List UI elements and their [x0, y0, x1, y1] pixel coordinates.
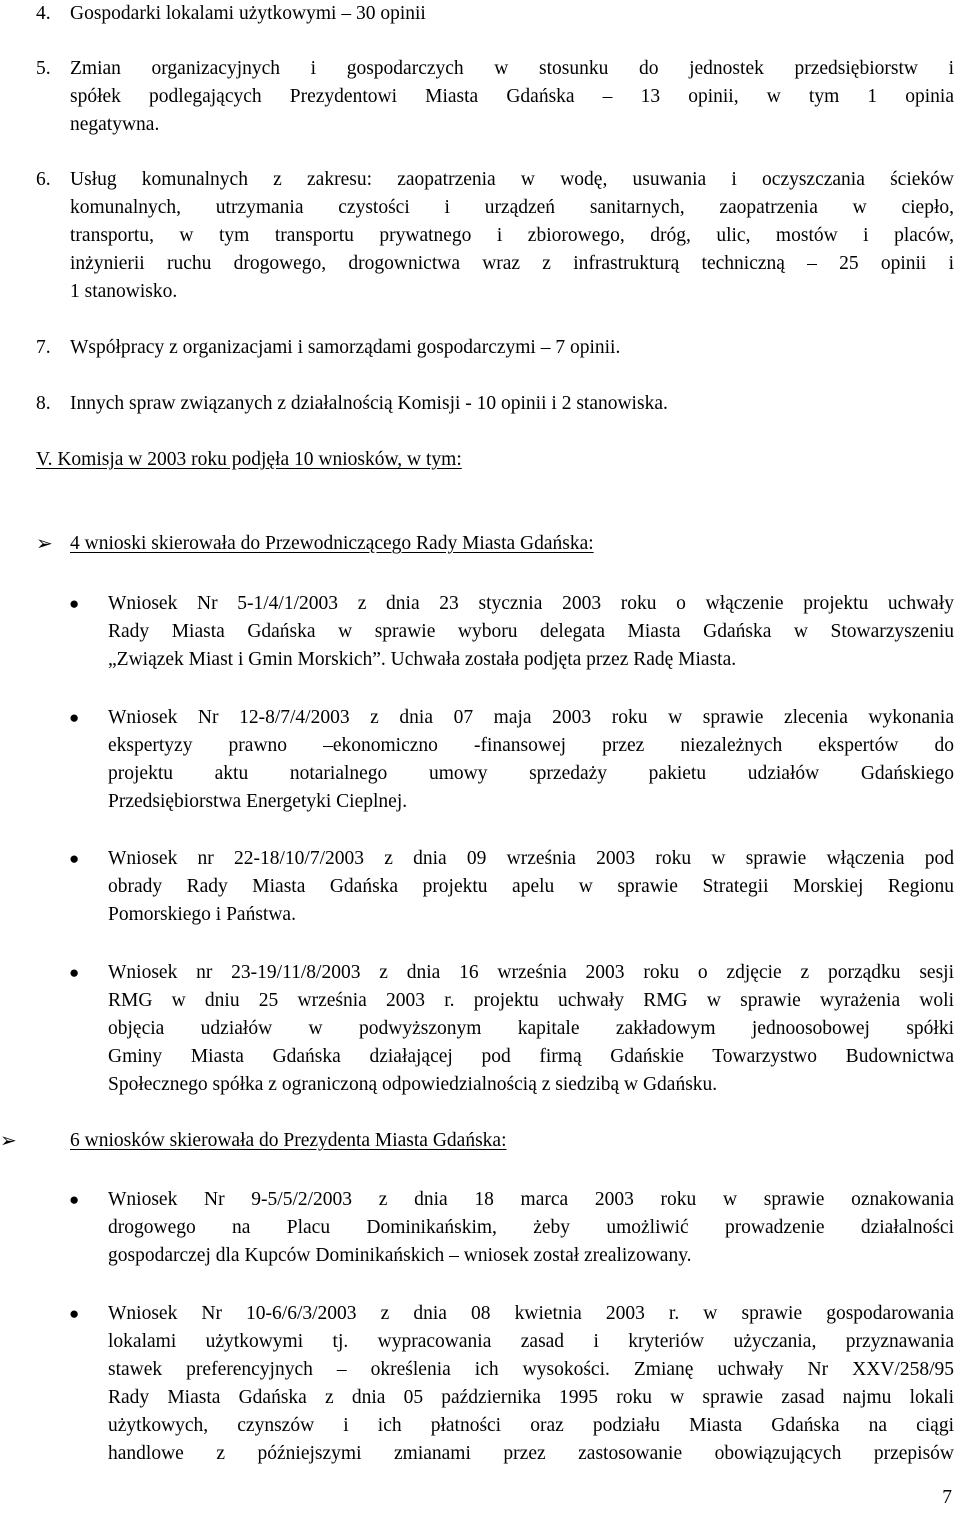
- group-heading-text: [70, 1127, 507, 1155]
- bullet-text-line: RMG w dniu 25 września 2003 r. projektu uchwały RMG w sprawie wyrażenia woli: [108, 990, 954, 1011]
- section-heading: V. Komisja w 2003 roku podjęła 10 wniosków, w tym:: [36, 449, 462, 470]
- bullet-text-line: Wniosek Nr 12-8/7/4/2003 z dnia 07 maja 2003 roku w sprawie zlecenia wykonania: [108, 707, 954, 728]
- item-text-line: 1 stanowisko.: [70, 281, 178, 302]
- item-text-line: komunalnych, utrzymania czystości i urządzeń sanitarnych, zaopatrzenia w ciepło,: [70, 197, 954, 218]
- item-number: 8.: [36, 393, 51, 414]
- bullet-text-line: Rady Miasta Gdańska w sprawie wyboru delegata Miasta Gdańska w Stowarzyszeniu: [108, 621, 954, 642]
- bullet-text-line: Wniosek Nr 5-1/4/1/2003 z dnia 23 stycznia 2003 roku o włączenie projektu uchwały: [108, 593, 954, 614]
- item-text-line: Zmian organizacyjnych i gospodarczych w stosunku do jednostek przedsiębiorstw i: [70, 58, 954, 79]
- page-number: 7: [942, 1487, 952, 1508]
- item-text: Innych spraw związanych z działalnością Komisji - 10 opinii i 2 stanowiska.: [70, 393, 668, 414]
- bullet-text-line: użytkowych, czynszów i ich płatności oraz podziału Miasta Gdańska na ciągi: [108, 1415, 954, 1436]
- bullet-text-line: gospodarczej dla Kupców Dominikańskich – wniosek został zrealizowany.: [108, 1245, 692, 1266]
- bullet-icon: ●: [69, 849, 80, 868]
- item-text: Gospodarki lokalami użytkowymi – 30 opinii: [70, 3, 426, 24]
- arrow-bullet-icon: ➢: [0, 1130, 17, 1152]
- item-number: 6.: [36, 169, 51, 190]
- group-heading-target: Przewodniczącego Rady Miasta Gdańska:: [264, 533, 594, 554]
- bullet-text-line: handlowe z późniejszymi zmianami przez zastosowanie obowiązujących przepisów: [108, 1443, 954, 1464]
- bullet-text-line: Przedsiębiorstwa Energetyki Cieplnej.: [108, 791, 408, 812]
- item-number: 5.: [36, 58, 51, 79]
- item-number: 4.: [36, 3, 51, 24]
- item-text-line: Usług komunalnych z zakresu: zaopatrzenia w wodę, usuwania i oczyszczania ścieków: [70, 169, 954, 190]
- bullet-icon: ●: [69, 708, 80, 727]
- bullet-text-line: stawek preferencyjnych – określenia ich wysokości. Zmianę uchwały Nr XXV/258/95: [108, 1359, 954, 1380]
- bullet-text-line: Gminy Miasta Gdańska działającej pod firmą Gdańskie Towarzystwo Budownictwa: [108, 1046, 954, 1067]
- group-heading-prefix: 4 wnioski skierowała do: [70, 533, 265, 554]
- bullet-text-line: Pomorskiego i Państwa.: [108, 904, 296, 925]
- bullet-icon: ●: [69, 1304, 80, 1323]
- item-text-line: negatywna.: [70, 114, 160, 135]
- item-text-line: inżynierii ruchu drogowego, drogownictwa wraz z infrastrukturą techniczną – 25 opinii i: [70, 253, 954, 274]
- bullet-icon: ●: [69, 594, 80, 613]
- group-heading-prefix: 6 wniosków skierowała do: [70, 1130, 284, 1151]
- bullet-text-line: objęcia udziałów w podwyższonym kapitale zakładowym jednoosobowej spółki: [108, 1018, 954, 1039]
- bullet-text-line: Wniosek nr 23-19/11/8/2003 z dnia 16 września 2003 roku o zdjęcie z porządku sesji: [108, 962, 954, 983]
- group-heading-target: Prezydenta Miasta Gdańska:: [283, 1130, 507, 1151]
- arrow-bullet-icon: ➢: [36, 533, 53, 555]
- bullet-text-line: Wniosek nr 22-18/10/7/2003 z dnia 09 września 2003 roku w sprawie włączenia pod: [108, 848, 954, 869]
- bullet-text-line: obrady Rady Miasta Gdańska projektu apelu w sprawie Strategii Morskiej Regionu: [108, 876, 954, 897]
- bullet-icon: ●: [69, 1190, 80, 1209]
- bullet-text-line: „Związek Miast i Gmin Morskich”. Uchwała została podjęta przez Radę Miasta.: [108, 649, 737, 670]
- bullet-text-line: Wniosek Nr 10-6/6/3/2003 z dnia 08 kwietnia 2003 r. w sprawie gospodarowania: [108, 1303, 954, 1324]
- item-text-line: transportu, w tym transportu prywatnego i zbiorowego, dróg, ulic, mostów i placów,: [70, 225, 954, 246]
- item-text-line: spółek podlegających Prezydentowi Miasta Gdańska – 13 opinii, w tym 1 opinia: [70, 86, 954, 107]
- item-text: Współpracy z organizacjami i samorządami gospodarczymi – 7 opinii.: [70, 337, 621, 358]
- bullet-text-line: Wniosek Nr 9-5/5/2/2003 z dnia 18 marca 2003 roku w sprawie oznakowania: [108, 1189, 954, 1210]
- bullet-text-line: lokalami użytkowymi tj. wypracowania zasad i kryteriów użyczania, przyznawania: [108, 1331, 954, 1352]
- bullet-text-line: projektu aktu notarialnego umowy sprzedaży pakietu udziałów Gdańskiego: [108, 763, 954, 784]
- group-heading-text: [70, 530, 594, 558]
- bullet-text-line: drogowego na Placu Dominikańskim, żeby umożliwić prowadzenie działalności: [108, 1217, 954, 1238]
- item-number: 7.: [36, 337, 51, 358]
- bullet-text-line: Społecznego spółka z ograniczoną odpowiedzialnością z siedzibą w Gdańsku.: [108, 1074, 718, 1095]
- bullet-text-line: ekspertyzy prawno –ekonomiczno -finansowej przez niezależnych ekspertów do: [108, 735, 954, 756]
- bullet-icon: ●: [69, 963, 80, 982]
- bullet-text-line: Rady Miasta Gdańska z dnia 05 października 1995 roku w sprawie zasad najmu lokali: [108, 1387, 954, 1408]
